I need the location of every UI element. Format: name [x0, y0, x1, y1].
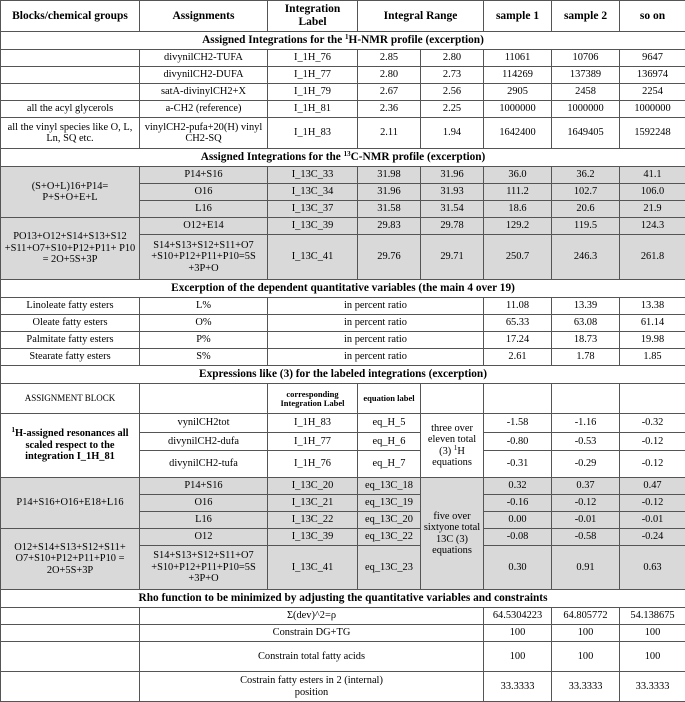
section-dependent-title: Excerption of the dependent quantitative variables (the main 4 over 19)	[1, 280, 685, 298]
table-row: divynilCH2-dufa I_1H_77 eq_H_6 -0.80 -0.53 -0.12	[1, 433, 685, 451]
header-integration-label: Integration Label	[268, 1, 358, 32]
section-1h-row	[1, 32, 685, 50]
table-row: P14+S16+O16+E18+L16 P14+S16 I_13C_20 eq_13C_18 five over sixtyone total 13C (3) equations 0.32 0.37 0.47	[1, 478, 685, 495]
table-row: divynilCH2-DUFA I_1H_77 2.80 2.73 114269 137389 136974	[1, 67, 685, 84]
header-blocks: Blocks/chemical groups	[1, 1, 140, 32]
section-expressions-row	[1, 366, 685, 384]
table-row: O12+S14+S13+S12+S11+ O7+S10+P12+P11+P10 = 2O+5S+3P O12 I_13C_39 eq_13C_22 -0.08 -0.58 -0.24	[1, 529, 685, 546]
section-13c-row	[1, 149, 685, 167]
table-row: satA-divinylCH2+X I_1H_79 2.67 2.56 2905 2458 2254	[1, 84, 685, 101]
table-row: S14+S13+S12+S11+O7 +S10+P12+P11+P10=5S +3P+O I_13C_41 29.76 29.71 250.7 246.3 261.8	[1, 235, 685, 280]
table-row: Σ(dev)^2=ρ 64.5304223 64.805772 54.138675	[1, 608, 685, 625]
table-row: Oleate fatty esters O% in percent ratio 65.33 63.08 61.14	[1, 315, 685, 332]
expr-h-note: three over eleven total (3) $^1$H equations	[421, 414, 484, 478]
section-expressions-title: Expressions like (3) for the labeled integrations (excerption)	[1, 366, 685, 384]
table-row: $^1$H-assigned resonances all scaled respect to the integration I_1H_81 vynilCH2tot I_1H_83 eq_H_5 three over eleven total (3) $^1$H equations -1.58 -1.16 -0.32	[1, 414, 685, 433]
table-row: L16 I_13C_37 31.58 31.54 18.6 20.6 21.9	[1, 201, 685, 218]
header-so-on: so on	[620, 1, 685, 32]
table-row: (S+O+L)16+P14= P+S+O+E+L P14+S16 I_13C_33 31.98 31.96 36.0 36.2 41.1	[1, 167, 685, 184]
header-integral-range: Integral Range	[358, 1, 484, 32]
expr-c-note: five over sixtyone total 13C (3) equations	[421, 478, 484, 590]
c-block-2: PO13+O12+S14+S13+S12 +S11+O7+S10+P12+P11+ P10 = 2O+5S+3P	[1, 218, 140, 280]
table-row: O16 I_13C_34 31.96 31.93 111.2 102.7 106.0	[1, 184, 685, 201]
section-dependent-row	[1, 280, 685, 298]
table-row: O16 I_13C_21 eq_13C_19 -0.16 -0.12 -0.12	[1, 495, 685, 512]
table-row: divynilCH2-TUFA I_1H_76 2.85 2.80 11061 10706 9647	[1, 50, 685, 67]
table-row: divynilCH2-tufa I_1H_76 eq_H_7 -0.31 -0.29 -0.12	[1, 451, 685, 478]
section-1h-title: Assigned Integrations for the $^1$H-NMR profile (excerption)	[1, 32, 685, 50]
table-row: all the vinyl species like O, L, Ln, SQ etc. vinylCH2-pufa+20(H) vinyl CH2-SQ I_1H_83 2.11 1.94 1642400 1649405 1592248	[1, 118, 685, 149]
expr-h-block: $^1$H-assigned resonances all scaled respect to the integration I_1H_81	[1, 414, 140, 478]
table-row: Palmitate fatty esters P% in percent ratio 17.24 18.73 19.98	[1, 332, 685, 349]
table-row: S14+S13+S12+S11+O7 +S10+P12+P11+P10=5S +3P+O I_13C_41 eq_13C_23 0.30 0.91 0.63	[1, 546, 685, 590]
table-row: PO13+O12+S14+S13+S12 +S11+O7+S10+P12+P11+ P10 = 2O+5S+3P O12+E14 I_13C_39 29.83 29.78 129.2 119.5 124.3	[1, 218, 685, 235]
section-rho-title: Rho function to be minimized by adjusting the quantitative variables and constraints	[1, 590, 685, 608]
table-row: Constrain total fatty acids 100 100 100	[1, 642, 685, 672]
expr-c-block-1: P14+S16+O16+E18+L16	[1, 478, 140, 529]
header-assignments: Assignments	[140, 1, 268, 32]
expr-header-row: ASSIGNMENT BLOCK corresponding Integration Label equation label	[1, 384, 685, 414]
table-row: L16 I_13C_22 eq_13C_20 0.00 -0.01 -0.01	[1, 512, 685, 529]
section-13c-title: Assigned Integrations for the $^{13}$C-NMR profile (excerption)	[1, 149, 685, 167]
header-sample-1: sample 1	[484, 1, 552, 32]
table-row: Constrain DG+TG 100 100 100	[1, 625, 685, 642]
header-row	[1, 1, 685, 32]
table-row: all the acyl glycerols a-CH2 (reference) I_1H_81 2.36 2.25 1000000 1000000 1000000	[1, 101, 685, 118]
header-sample-2: sample 2	[552, 1, 620, 32]
table-row: Linoleate fatty esters L% in percent ratio 11.08 13.39 13.38	[1, 298, 685, 315]
section-rho-row	[1, 590, 685, 608]
c-block-1: (S+O+L)16+P14= P+S+O+E+L	[1, 167, 140, 218]
table-row: Stearate fatty esters S% in percent ratio 2.61 1.78 1.85	[1, 349, 685, 366]
table-row: Costrain fatty esters in 2 (internal) position 33.3333 33.3333 33.3333	[1, 672, 685, 702]
expr-c-block-2: O12+S14+S13+S12+S11+ O7+S10+P12+P11+P10 = 2O+5S+3P	[1, 529, 140, 590]
